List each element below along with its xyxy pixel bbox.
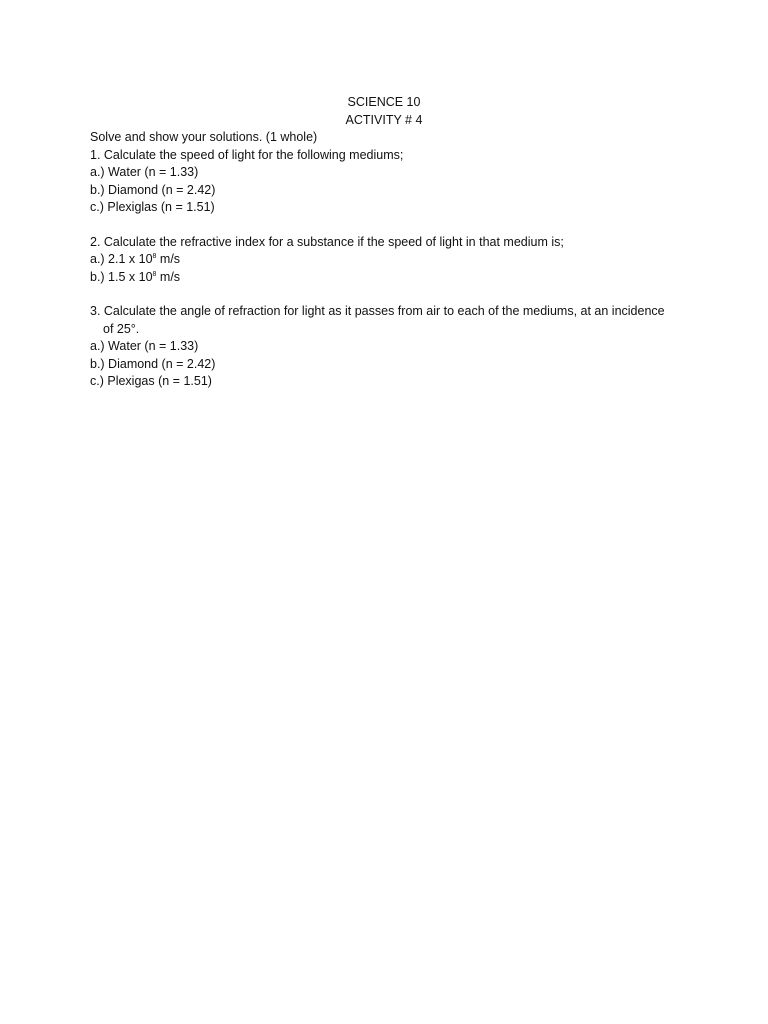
question-2-item-a	[90, 251, 690, 269]
question-2-item-b-base: b.) 1.5 x 10	[90, 269, 153, 284]
question-2-item-b-unit: m/s	[156, 269, 181, 284]
spacer	[90, 217, 690, 234]
question-3-item-c: c.) Plexigas (n = 1.51)	[90, 374, 212, 388]
question-3-prompt-line-2: of 25°.	[103, 321, 140, 336]
question-1-prompt: 1. Calculate the speed of light for the following mediums;	[90, 147, 404, 162]
question-2-item-a-exponent: 8	[152, 253, 157, 260]
document-body	[90, 129, 690, 391]
question-3-item-b: b.) Diamond (n = 2.42)	[90, 356, 216, 371]
question-3	[90, 303, 690, 391]
question-1	[90, 147, 690, 217]
question-2-prompt: 2. Calculate the refractive index for a substance if the speed of light in that medium is;	[90, 234, 564, 249]
document-header	[0, 94, 768, 129]
question-1-item-b: b.) Diamond (n = 2.42)	[90, 182, 216, 197]
question-3-prompt-line-1: 3. Calculate the angle of refraction for light as it passes from air to each of the mediums, at an incidence	[90, 304, 665, 318]
question-2-item-a-base: a.) 2.1 x 10	[90, 252, 153, 266]
question-2-item-a-unit: m/s	[156, 252, 181, 266]
question-2-item-b-exponent: 8	[152, 270, 157, 278]
question-1-item-c: c.) Plexiglas (n = 1.51)	[90, 200, 215, 214]
question-1-item-a: a.) Water (n = 1.33)	[90, 165, 199, 179]
spacer	[90, 286, 690, 303]
subject-title: SCIENCE 10	[347, 95, 421, 109]
activity-title: ACTIVITY # 4	[345, 112, 423, 127]
question-2	[90, 234, 690, 287]
question-2-item-b	[90, 269, 690, 287]
question-3-item-a: a.) Water (n = 1.33)	[90, 339, 199, 353]
instructions: Solve and show your solutions. (1 whole)	[90, 130, 318, 144]
